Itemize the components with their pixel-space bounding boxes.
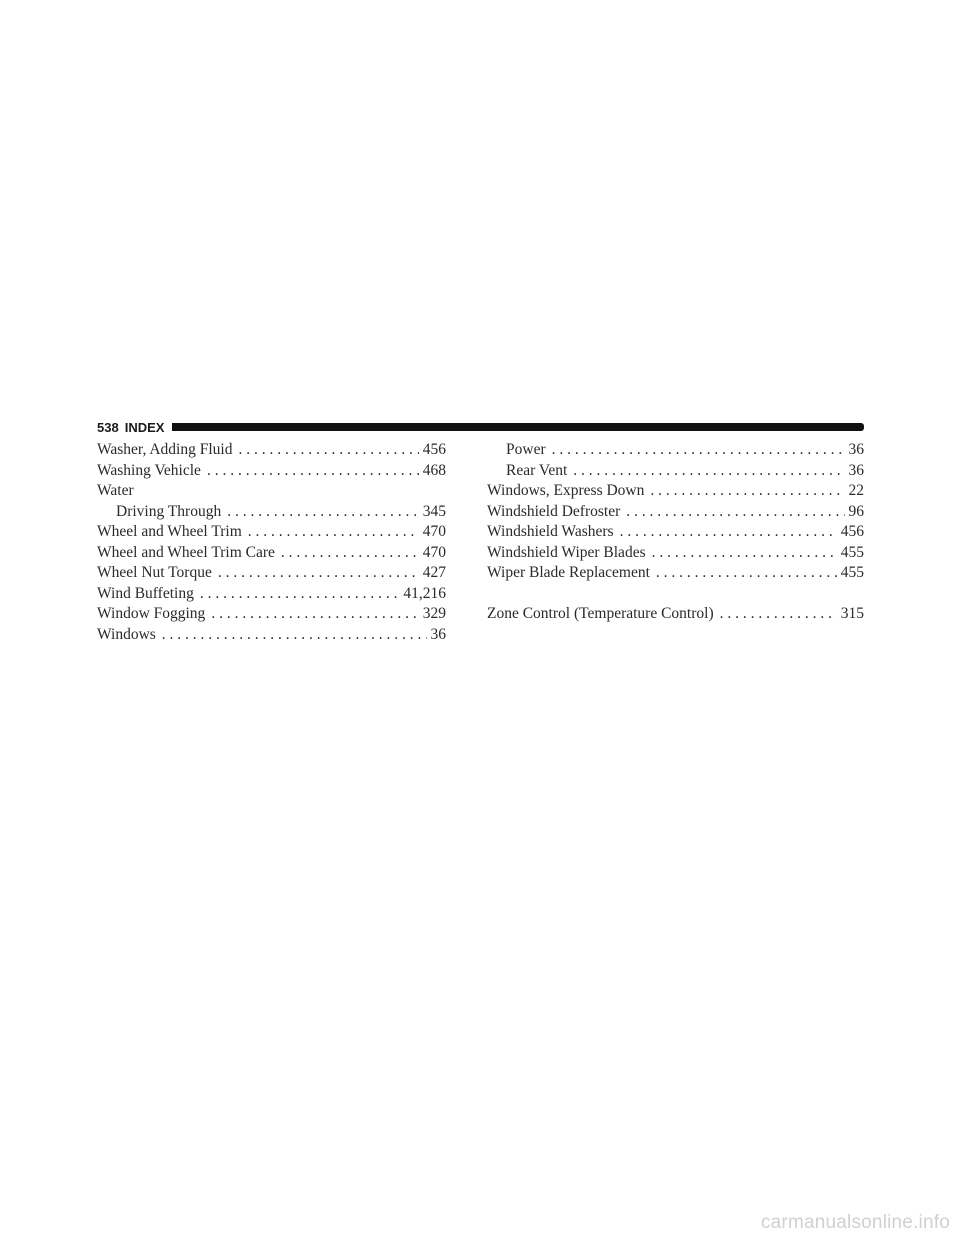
index-entry-page: 329 — [422, 605, 446, 622]
index-subentry — [487, 461, 864, 482]
index-entry — [97, 543, 446, 564]
dot-leader — [626, 502, 844, 523]
index-subentry — [97, 502, 446, 523]
dot-leader — [281, 543, 419, 564]
dot-leader — [211, 604, 418, 625]
index-entry-label: Driving Through — [116, 502, 222, 520]
index-entry — [487, 604, 864, 625]
index-entry — [97, 481, 446, 502]
index-entry — [487, 563, 864, 584]
index-entry-page: 456 — [840, 523, 864, 540]
dot-leader — [620, 522, 837, 543]
index-entry-label: Wind Buffeting — [97, 584, 194, 602]
dot-leader — [573, 461, 844, 482]
index-entry-label: Windshield Defroster — [487, 502, 621, 520]
dot-leader — [207, 461, 419, 482]
page-header — [97, 416, 864, 438]
dot-leader — [248, 522, 419, 543]
dot-leader — [227, 502, 419, 523]
index-entry-page: 456 — [422, 441, 446, 458]
dot-leader — [218, 563, 419, 584]
index-entry-label: Washing Vehicle — [97, 461, 201, 479]
index-column-right — [487, 440, 864, 625]
dot-leader — [552, 440, 845, 461]
dot-leader — [652, 543, 837, 564]
index-entry-page: 36 — [430, 625, 446, 643]
dot-leader — [162, 625, 427, 646]
dot-leader — [238, 440, 418, 461]
index-entry-label: Wheel and Wheel Trim — [97, 523, 242, 540]
index-subentry — [487, 440, 864, 461]
index-entry — [97, 604, 446, 625]
index-entry-page: 427 — [422, 564, 446, 581]
index-entry — [487, 502, 864, 523]
index-entry — [97, 563, 446, 584]
index-entry-label: Window Fogging — [97, 605, 206, 622]
index-entry-page: 41,216 — [403, 584, 446, 602]
dot-leader — [650, 481, 844, 502]
index-column-left — [97, 440, 446, 645]
index-entry-page: 470 — [422, 543, 446, 561]
index-entry-page: 36 — [848, 441, 864, 458]
index-entry-label: Water — [97, 482, 134, 499]
index-entry-page: 315 — [840, 605, 864, 622]
index-entry-label: Wheel Nut Torque — [97, 564, 212, 581]
index-entry — [487, 481, 864, 502]
index-entry-page: 96 — [848, 502, 864, 520]
index-entry-page: 455 — [840, 564, 864, 581]
index-entry-page: 455 — [840, 543, 864, 561]
index-entry — [487, 522, 864, 543]
index-spacer — [487, 584, 864, 605]
dot-leader — [720, 604, 837, 625]
index-entry-label: Rear Vent — [506, 461, 568, 479]
index-entry — [97, 461, 446, 482]
page-number: 538 — [97, 419, 119, 435]
index-entry-page: 36 — [848, 461, 864, 479]
index-entry-label: Windshield Wiper Blades — [487, 543, 646, 561]
header-rule — [172, 423, 864, 431]
index-entry — [97, 584, 446, 605]
index-entry-page: 468 — [422, 461, 446, 479]
index-entry — [97, 522, 446, 543]
dot-leader — [200, 584, 400, 605]
index-entry-label: Wheel and Wheel Trim Care — [97, 543, 275, 561]
index-entry-label: Washer, Adding Fluid — [97, 441, 233, 458]
dot-leader — [656, 563, 837, 584]
index-entry-page: 22 — [848, 482, 864, 499]
index-entry-label: Wiper Blade Replacement — [487, 564, 650, 581]
index-entry — [97, 625, 446, 646]
index-entry-label: Windows — [97, 625, 156, 643]
index-entry — [97, 440, 446, 461]
index-entry-label: Windshield Washers — [487, 523, 614, 540]
index-entry-label: Power — [506, 441, 546, 458]
section-title: INDEX — [124, 419, 165, 435]
index-entry-page: 470 — [422, 523, 446, 540]
index-entry — [487, 543, 864, 564]
index-entry-label: Zone Control (Temperature Control) — [487, 605, 714, 622]
index-entry-label: Windows, Express Down — [487, 482, 645, 499]
index-entry-page: 345 — [422, 502, 446, 520]
watermark: carmanualsonline.info — [760, 1212, 950, 1233]
